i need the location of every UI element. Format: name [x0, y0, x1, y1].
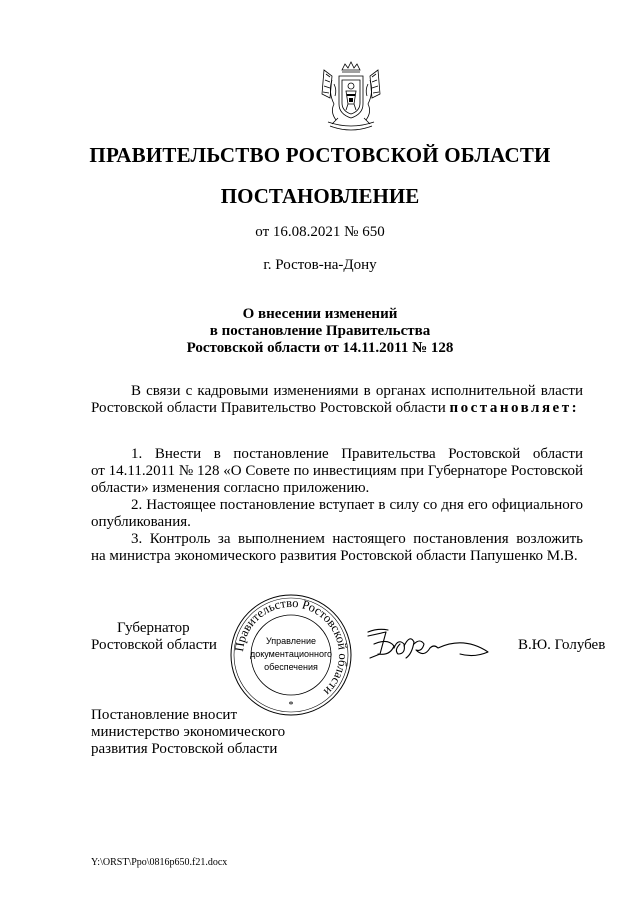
submitted-by-note: [91, 707, 285, 758]
item-line: опубликования.: [91, 514, 191, 530]
signatory-position-line: Губернатор: [117, 620, 190, 636]
document-city: г. Ростов-на-Дону: [263, 257, 377, 273]
preamble-verb: постановляет:: [449, 400, 580, 416]
handwritten-signature: [364, 624, 492, 672]
preamble-text: Ростовской области Правительство Ростовской области: [91, 400, 446, 416]
coat-of-arms-icon: [318, 60, 384, 138]
submitted-by-line: министерство экономического: [91, 724, 286, 740]
subject-line: О внесении изменений: [242, 306, 398, 322]
item-line: 2. Настоящее постановление вступает в силу со дня его официального: [131, 497, 583, 513]
item-line: 3. Контроль за выполнением настоящего постановления возложить: [131, 531, 583, 547]
preamble-line: [91, 400, 583, 417]
subject-line: в постановление Правительства: [209, 323, 431, 339]
submitted-by-line: Постановление вносит: [91, 707, 238, 723]
signatory-position: [91, 620, 217, 654]
item-line: на министра экономического развития Ростовской области Папушенко М.В.: [91, 548, 578, 564]
document-date-number: от 16.08.2021 № 650: [255, 224, 385, 240]
organization-title: ПРАВИТЕЛЬСТВО РОСТОВСКОЙ ОБЛАСТИ: [89, 143, 551, 167]
item-1-paragraph: [91, 446, 583, 497]
item-3-paragraph: [91, 531, 583, 565]
stamp-inner-line: Управление: [265, 636, 317, 646]
document-subject: [0, 306, 640, 357]
stamp-ring-text: Правительство Ростовской области: [232, 595, 351, 699]
file-path-label: Y:\ORST\Ppo\0816p650.f21.docx: [91, 857, 228, 868]
subject-line: Ростовской области от 14.11.2011 № 128: [186, 340, 454, 356]
svg-text:*: *: [288, 700, 294, 711]
item-line: от 14.11.2011 № 128 «О Совете по инвестициям при Губернаторе Ростовской: [91, 463, 583, 479]
item-line: 1. Внести в постановление Правительства Ростовской области: [131, 446, 583, 462]
submitted-by-line: развития Ростовской области: [91, 741, 278, 757]
signatory-name: В.Ю. Голубев: [518, 637, 606, 653]
signatory-position-line: Ростовской области: [91, 637, 217, 653]
stamp-inner-line: обеспечения: [264, 662, 318, 672]
item-line: области» изменения согласно приложению.: [91, 480, 370, 496]
item-2-paragraph: [91, 497, 583, 531]
preamble-line: В связи с кадровыми изменениями в органах исполнительной власти: [131, 383, 583, 399]
stamp-inner-line: документационного: [249, 649, 333, 659]
preamble-paragraph: [91, 383, 583, 417]
document-type-title: ПОСТАНОВЛЕНИЕ: [220, 184, 420, 208]
official-stamp: [228, 592, 354, 718]
